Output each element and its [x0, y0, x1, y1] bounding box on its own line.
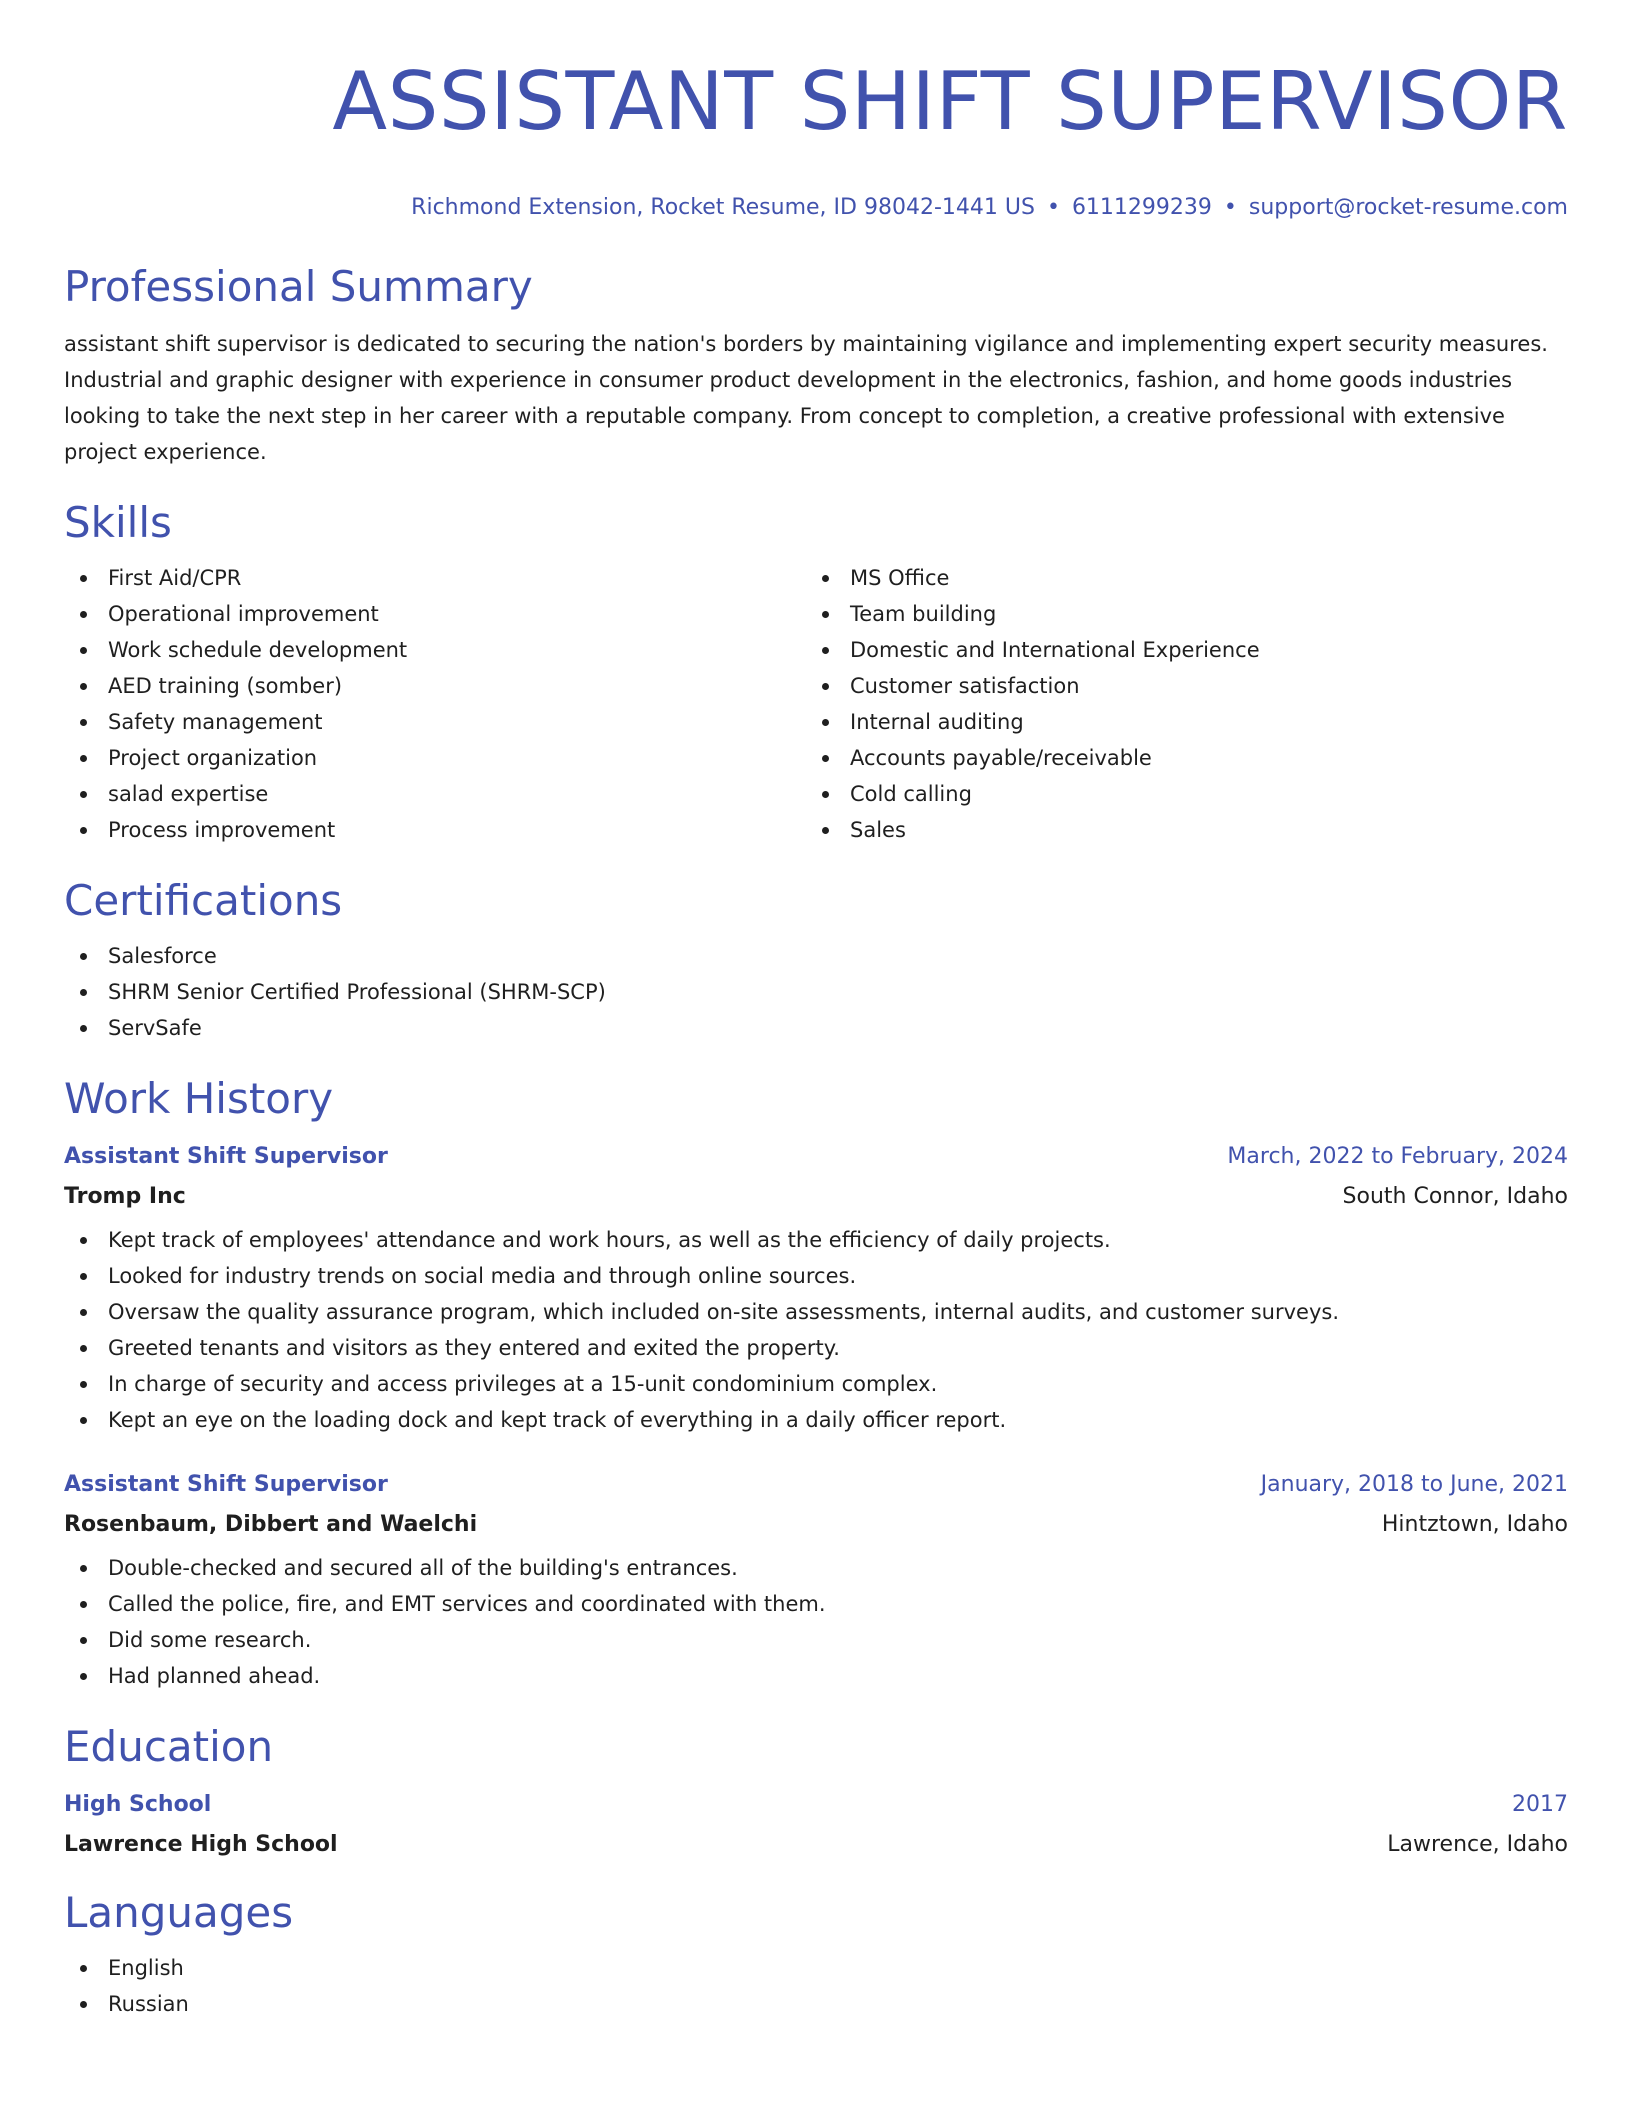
education-school: Lawrence High School: [64, 1832, 338, 1857]
skill-item: Team building: [806, 596, 1548, 632]
job-entry: [64, 1142, 1568, 1438]
certification-item: SHRM Senior Certified Professional (SHRM-SCP): [64, 974, 1568, 1010]
job-bullet: Looked for industry trends on social media and through online sources.: [64, 1258, 1568, 1294]
job-dates: January, 2018 to June, 2021: [1260, 1472, 1568, 1497]
skill-item: Domestic and International Experience: [806, 632, 1548, 668]
education-year: 2017: [1512, 1792, 1568, 1817]
job-dates: March, 2022 to February, 2024: [1227, 1144, 1568, 1169]
skill-item: MS Office: [806, 560, 1548, 596]
summary-heading: Professional Summary: [64, 262, 533, 311]
job-bullet: Kept an eye on the loading dock and kept track of everything in a daily officer report.: [64, 1402, 1568, 1438]
job-company: Tromp Inc: [64, 1184, 186, 1209]
certifications-heading: Certifications: [64, 876, 343, 925]
skills-columns: [64, 560, 1568, 848]
languages-heading: Languages: [64, 1888, 294, 1937]
contact-email: support@rocket-resume.com: [1248, 195, 1568, 220]
job-bullets: [64, 1222, 1568, 1438]
contact-separator: •: [1223, 195, 1237, 220]
certifications-list: [64, 938, 1568, 1046]
skill-item: Accounts payable/receivable: [806, 740, 1548, 776]
contact-line: [64, 194, 1568, 222]
skill-item: Work schedule development: [64, 632, 806, 668]
job-bullet: Did some research.: [64, 1622, 1568, 1658]
skill-item: salad expertise: [64, 776, 806, 812]
job-company-row: [64, 1510, 1568, 1540]
work-history-heading: Work History: [64, 1074, 334, 1123]
education-header-row: [64, 1790, 1568, 1820]
contact-separator: •: [1046, 195, 1060, 220]
job-bullet: Greeted tenants and visitors as they entered and exited the property.: [64, 1330, 1568, 1366]
job-header-row: [64, 1142, 1568, 1172]
job-company: Rosenbaum, Dibbert and Waelchi: [64, 1512, 478, 1537]
skills-list-left: [64, 560, 806, 848]
job-bullet: Oversaw the quality assurance program, which included on-site assessments, internal audits, and customer surveys.: [64, 1294, 1568, 1330]
job-bullet: In charge of security and access privileges at a 15-unit condominium complex.: [64, 1366, 1568, 1402]
skill-item: Customer satisfaction: [806, 668, 1548, 704]
skills-heading: Skills: [64, 498, 172, 547]
education-school-row: [64, 1830, 1568, 1860]
skills-list-right: [806, 560, 1548, 848]
job-bullet: Had planned ahead.: [64, 1658, 1568, 1694]
job-bullet: Kept track of employees' attendance and work hours, as well as the efficiency of daily projects.: [64, 1222, 1568, 1258]
language-item: Russian: [64, 1986, 1568, 2022]
certification-item: ServSafe: [64, 1010, 1568, 1046]
skill-item: Sales: [806, 812, 1548, 848]
skill-item: Internal auditing: [806, 704, 1548, 740]
job-bullet: Double-checked and secured all of the building's entrances.: [64, 1550, 1568, 1586]
job-title: Assistant Shift Supervisor: [64, 1144, 388, 1169]
skill-item: Project organization: [64, 740, 806, 776]
resume-page: [64, 52, 1568, 2022]
candidate-name: ASSISTANT SHIFT SUPERVISOR: [332, 55, 1568, 148]
job-company-row: [64, 1182, 1568, 1212]
skill-item: Safety management: [64, 704, 806, 740]
language-item: English: [64, 1950, 1568, 1986]
job-title: Assistant Shift Supervisor: [64, 1472, 388, 1497]
certification-item: Salesforce: [64, 938, 1568, 974]
job-bullet: Called the police, fire, and EMT services and coordinated with them.: [64, 1586, 1568, 1622]
job-location: South Connor, Idaho: [1342, 1184, 1568, 1209]
education-heading: Education: [64, 1722, 274, 1771]
skill-item: AED training (somber): [64, 668, 806, 704]
summary-text: assistant shift supervisor is dedicated to securing the nation's borders by maintaining vigilance and implementing expert security measures. Industrial and graphic designer with experience in consumer product development in the electronics, fashion, and home goods industries looking to take the next step in her career with a reputable company. From concept to completion, a creative professional with extensive project experience.: [64, 332, 1548, 464]
education-location: Lawrence, Idaho: [1387, 1832, 1568, 1857]
job-header-row: [64, 1470, 1568, 1500]
skill-item: First Aid/CPR: [64, 560, 806, 596]
skill-item: Process improvement: [64, 812, 806, 848]
skill-item: Operational improvement: [64, 596, 806, 632]
languages-list: [64, 1950, 1568, 2022]
education-entry: [64, 1790, 1568, 1860]
skill-item: Cold calling: [806, 776, 1548, 812]
job-bullets: [64, 1550, 1568, 1694]
contact-phone: 6111299239: [1071, 195, 1212, 220]
job-location: Hintztown, Idaho: [1381, 1512, 1568, 1537]
job-entry: [64, 1470, 1568, 1694]
education-degree: High School: [64, 1792, 212, 1817]
contact-address: Richmond Extension, Rocket Resume, ID 98042-1441 US: [411, 195, 1035, 220]
